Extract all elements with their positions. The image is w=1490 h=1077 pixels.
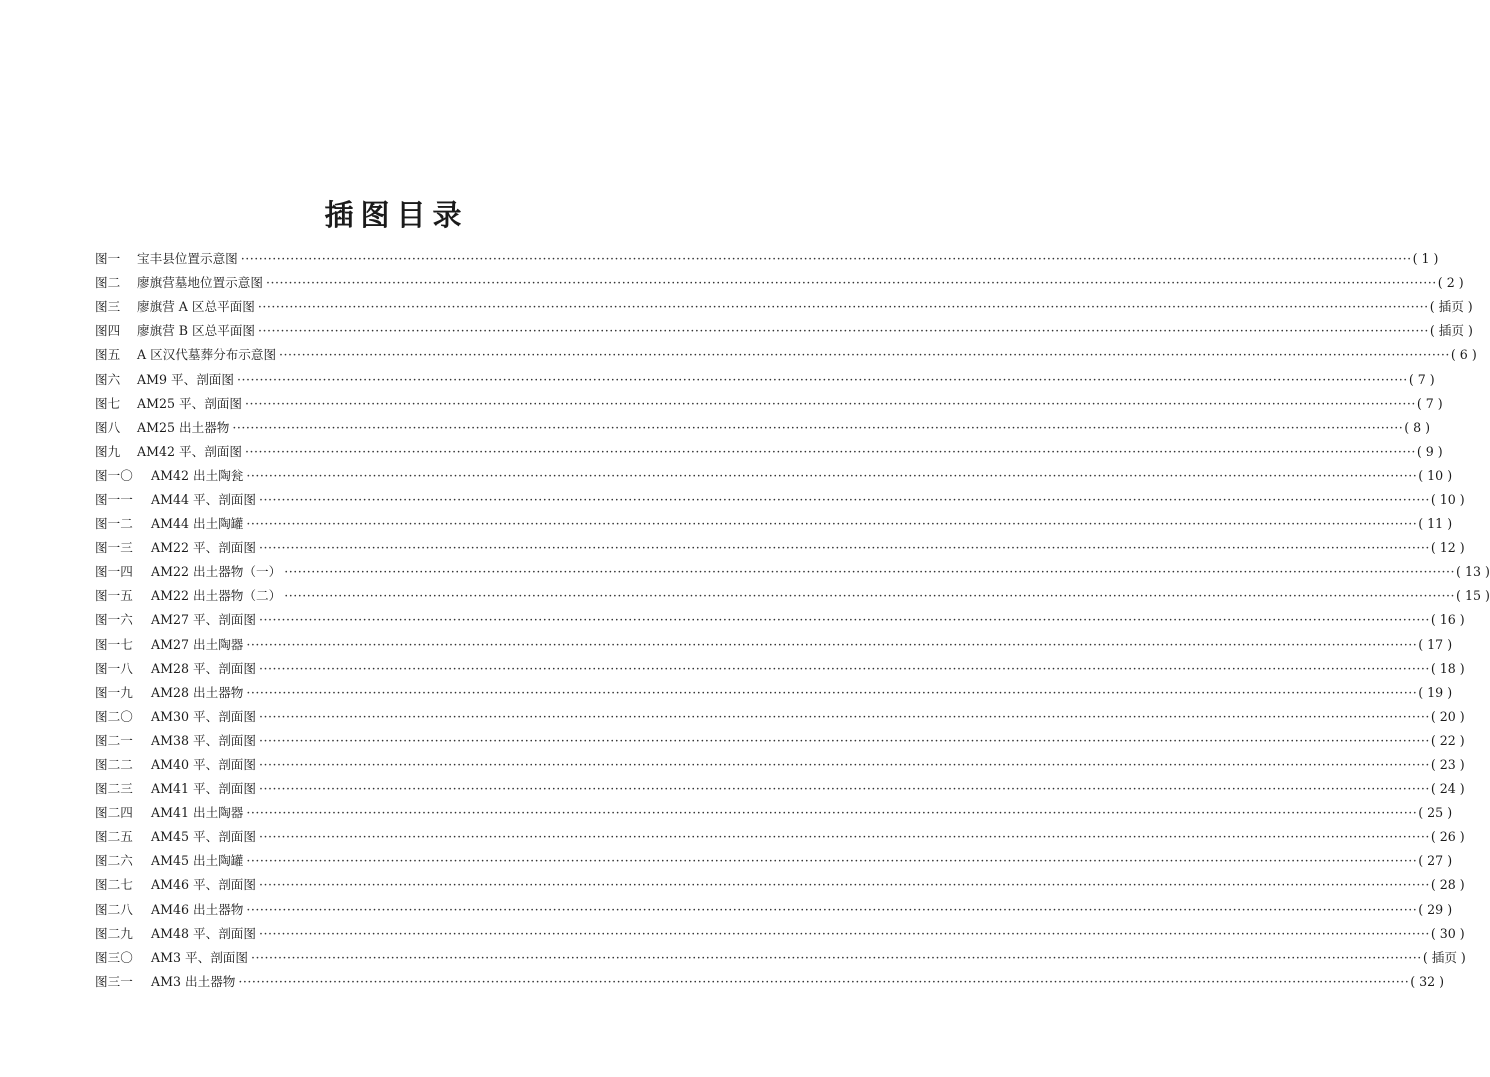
dot-leader: ····································································································································································································································································	[246, 636, 1418, 652]
dot-leader: ····································································································································································································································································	[250, 949, 1422, 965]
toc-entry	[95, 512, 1453, 536]
figure-caption: AM27 平、剖面图	[151, 612, 256, 628]
toc-entry	[95, 873, 1465, 897]
page-reference: ( 26 )	[1430, 829, 1465, 845]
dot-leader: ····································································································································································································································································	[259, 708, 1430, 724]
dot-leader: ····································································································································································································································································	[245, 443, 1416, 459]
figure-number: 图三	[95, 299, 121, 315]
figure-caption: AM46 出土器物	[151, 901, 244, 917]
page-reference: ( 24 )	[1430, 781, 1465, 797]
figure-caption: AM28 平、剖面图	[151, 660, 256, 676]
figure-caption: 廖旗营 A 区总平面图	[137, 299, 255, 315]
figure-number: 图一一	[95, 491, 133, 507]
figure-number: 图八	[95, 419, 121, 435]
figure-caption: AM22 平、剖面图	[151, 540, 256, 556]
toc-entry	[95, 440, 1443, 464]
figure-caption: AM3 平、剖面图	[151, 949, 248, 965]
dot-leader: ····································································································································································································································································	[246, 684, 1418, 700]
figure-number: 图七	[95, 395, 121, 411]
page-reference: ( 9 )	[1416, 443, 1443, 459]
dot-leader: ····································································································································································································································································	[284, 588, 1456, 604]
toc-entry	[95, 946, 1466, 970]
figure-caption: AM45 出土陶罐	[151, 853, 244, 869]
figure-caption: A 区汉代墓葬分布示意图	[137, 347, 277, 363]
page-reference: ( 10 )	[1430, 491, 1465, 507]
page-reference: ( 28 )	[1430, 877, 1465, 893]
figure-caption: AM28 出土器物	[151, 684, 244, 700]
figure-caption: AM48 平、剖面图	[151, 925, 256, 941]
dot-leader: ····································································································································································································································································	[259, 612, 1430, 628]
figure-number: 图一四	[95, 564, 133, 580]
page-reference: ( 10 )	[1418, 467, 1453, 483]
toc-entry	[95, 536, 1465, 560]
figure-caption: AM22 出土器物（二）	[151, 588, 282, 604]
dot-leader: ····································································································································································································································································	[259, 877, 1430, 893]
dot-leader: ····································································································································································································································································	[259, 540, 1430, 556]
dot-leader: ····································································································································································································································································	[238, 973, 1410, 989]
toc-entry	[95, 392, 1443, 416]
figure-caption: AM46 平、剖面图	[151, 877, 256, 893]
figure-number: 图三〇	[95, 949, 133, 965]
page-reference: ( 13 )	[1456, 564, 1490, 580]
toc-entry	[95, 295, 1473, 319]
page-reference: ( 插页 )	[1429, 299, 1473, 315]
page-reference: ( 7 )	[1408, 371, 1435, 387]
dot-leader: ····································································································································································································································································	[265, 275, 1437, 291]
dot-leader: ····································································································································································································································································	[259, 781, 1430, 797]
page-reference: ( 32 )	[1410, 973, 1445, 989]
figure-caption: AM45 平、剖面图	[151, 829, 256, 845]
dot-leader: ····································································································································································································································································	[246, 516, 1418, 532]
figure-number: 图五	[95, 347, 121, 363]
figure-caption: AM25 出土器物	[137, 419, 230, 435]
figure-number: 图二一	[95, 732, 133, 748]
dot-leader: ····································································································································································································································································	[236, 371, 1408, 387]
figure-number: 图二〇	[95, 708, 133, 724]
dot-leader: ····································································································································································································································································	[246, 901, 1418, 917]
figure-number: 图二三	[95, 781, 133, 797]
page-reference: ( 27 )	[1418, 853, 1453, 869]
page-reference: ( 8 )	[1404, 419, 1431, 435]
page-reference: ( 插页 )	[1422, 949, 1466, 965]
toc-entry	[95, 729, 1465, 753]
dot-leader: ····································································································································································································································································	[232, 419, 1404, 435]
figure-caption: 宝丰县位置示意图	[137, 251, 238, 267]
dot-leader: ····································································································································································································································································	[245, 395, 1416, 411]
figure-list	[95, 247, 1490, 994]
dot-leader: ····································································································································································································································································	[259, 829, 1430, 845]
figure-caption: AM41 平、剖面图	[151, 781, 256, 797]
page-reference: ( 2 )	[1437, 275, 1464, 291]
page-reference: ( 17 )	[1418, 636, 1453, 652]
figure-caption: AM44 平、剖面图	[151, 491, 256, 507]
figure-number: 图二六	[95, 853, 133, 869]
figure-number: 图一三	[95, 540, 133, 556]
dot-leader: ····································································································································································································································································	[279, 347, 1450, 363]
toc-entry	[95, 608, 1465, 632]
figure-number: 图三一	[95, 973, 133, 989]
page-reference: ( 23 )	[1430, 757, 1465, 773]
figure-caption: 廖旗营墓地位置示意图	[137, 275, 263, 291]
toc-entry	[95, 271, 1464, 295]
toc-entry	[95, 705, 1465, 729]
dot-leader: ····································································································································································································································································	[259, 491, 1430, 507]
figure-caption: AM3 出土器物	[151, 973, 236, 989]
figure-number: 图一〇	[95, 467, 133, 483]
dot-leader: ····································································································································································································································································	[246, 467, 1418, 483]
page-reference: ( 6 )	[1450, 347, 1477, 363]
figure-number: 图二七	[95, 877, 133, 893]
page-reference: ( 22 )	[1430, 732, 1465, 748]
figure-number: 图二八	[95, 901, 133, 917]
page-reference: ( 19 )	[1418, 684, 1453, 700]
dot-leader: ····································································································································································································································································	[240, 251, 1412, 267]
figure-number: 图九	[95, 443, 121, 459]
dot-leader: ····································································································································································································································································	[246, 853, 1418, 869]
page-reference: ( 16 )	[1430, 612, 1465, 628]
page-reference: ( 12 )	[1430, 540, 1465, 556]
page-reference: ( 插页 )	[1429, 323, 1473, 339]
toc-entry	[95, 584, 1490, 608]
toc-entry	[95, 560, 1490, 584]
page-reference: ( 18 )	[1430, 660, 1465, 676]
page-reference: ( 30 )	[1430, 925, 1465, 941]
figure-caption: AM30 平、剖面图	[151, 708, 256, 724]
page-reference: ( 1 )	[1412, 251, 1439, 267]
figure-number: 图一九	[95, 684, 133, 700]
figure-number: 图一六	[95, 612, 133, 628]
toc-entry	[95, 464, 1453, 488]
figure-caption: AM41 出土陶器	[151, 805, 244, 821]
figure-number: 图四	[95, 323, 121, 339]
page-reference: ( 15 )	[1456, 588, 1490, 604]
dot-leader: ····································································································································································································································································	[258, 323, 1429, 339]
figure-number: 图二五	[95, 829, 133, 845]
page-reference: ( 11 )	[1418, 516, 1453, 532]
figure-number: 图二九	[95, 925, 133, 941]
toc-entry	[95, 633, 1453, 657]
dot-leader: ····································································································································································································································································	[246, 805, 1418, 821]
toc-entry	[95, 849, 1453, 873]
figure-number: 图二四	[95, 805, 133, 821]
figure-caption: AM22 出土器物（一）	[151, 564, 282, 580]
figure-caption: AM42 平、剖面图	[137, 443, 242, 459]
figure-caption: AM27 出土陶器	[151, 636, 244, 652]
figure-number: 图一	[95, 251, 121, 267]
toc-entry	[95, 922, 1465, 946]
toc-entry	[95, 777, 1465, 801]
figure-number: 图一八	[95, 660, 133, 676]
dot-leader: ····································································································································································································································································	[257, 299, 1429, 315]
figure-caption: AM44 出土陶罐	[151, 516, 244, 532]
page-reference: ( 25 )	[1418, 805, 1453, 821]
page-title: 插图目录	[324, 198, 469, 233]
toc-entry	[95, 825, 1465, 849]
toc-entry	[95, 801, 1453, 825]
toc-entry	[95, 247, 1439, 271]
toc-entry	[95, 753, 1465, 777]
figure-number: 图二二	[95, 757, 133, 773]
page-reference: ( 29 )	[1418, 901, 1453, 917]
figure-caption: 廖旗营 B 区总平面图	[137, 323, 256, 339]
figure-number: 图六	[95, 371, 121, 387]
toc-entry	[95, 343, 1477, 367]
figure-number: 图二	[95, 275, 121, 291]
figure-caption: AM38 平、剖面图	[151, 732, 256, 748]
toc-entry	[95, 681, 1453, 705]
toc-entry	[95, 416, 1431, 440]
toc-entry	[95, 970, 1445, 994]
page-reference: ( 20 )	[1430, 708, 1465, 724]
dot-leader: ····································································································································································································································································	[259, 660, 1430, 676]
toc-entry	[95, 488, 1465, 512]
dot-leader: ····································································································································································································································································	[259, 757, 1430, 773]
toc-entry	[95, 367, 1435, 391]
figure-caption: AM9 平、剖面图	[137, 371, 234, 387]
toc-entry	[95, 319, 1473, 343]
figure-caption: AM42 出土陶瓮	[151, 467, 244, 483]
toc-entry	[95, 898, 1453, 922]
page-reference: ( 7 )	[1416, 395, 1443, 411]
figure-number: 图一二	[95, 516, 133, 532]
figure-number: 图一五	[95, 588, 133, 604]
figure-caption: AM25 平、剖面图	[137, 395, 242, 411]
dot-leader: ····································································································································································································································································	[259, 925, 1430, 941]
figure-caption: AM40 平、剖面图	[151, 757, 256, 773]
dot-leader: ····································································································································································································································································	[259, 732, 1430, 748]
toc-entry	[95, 657, 1465, 681]
figure-number: 图一七	[95, 636, 133, 652]
dot-leader: ····································································································································································································································································	[284, 564, 1456, 580]
